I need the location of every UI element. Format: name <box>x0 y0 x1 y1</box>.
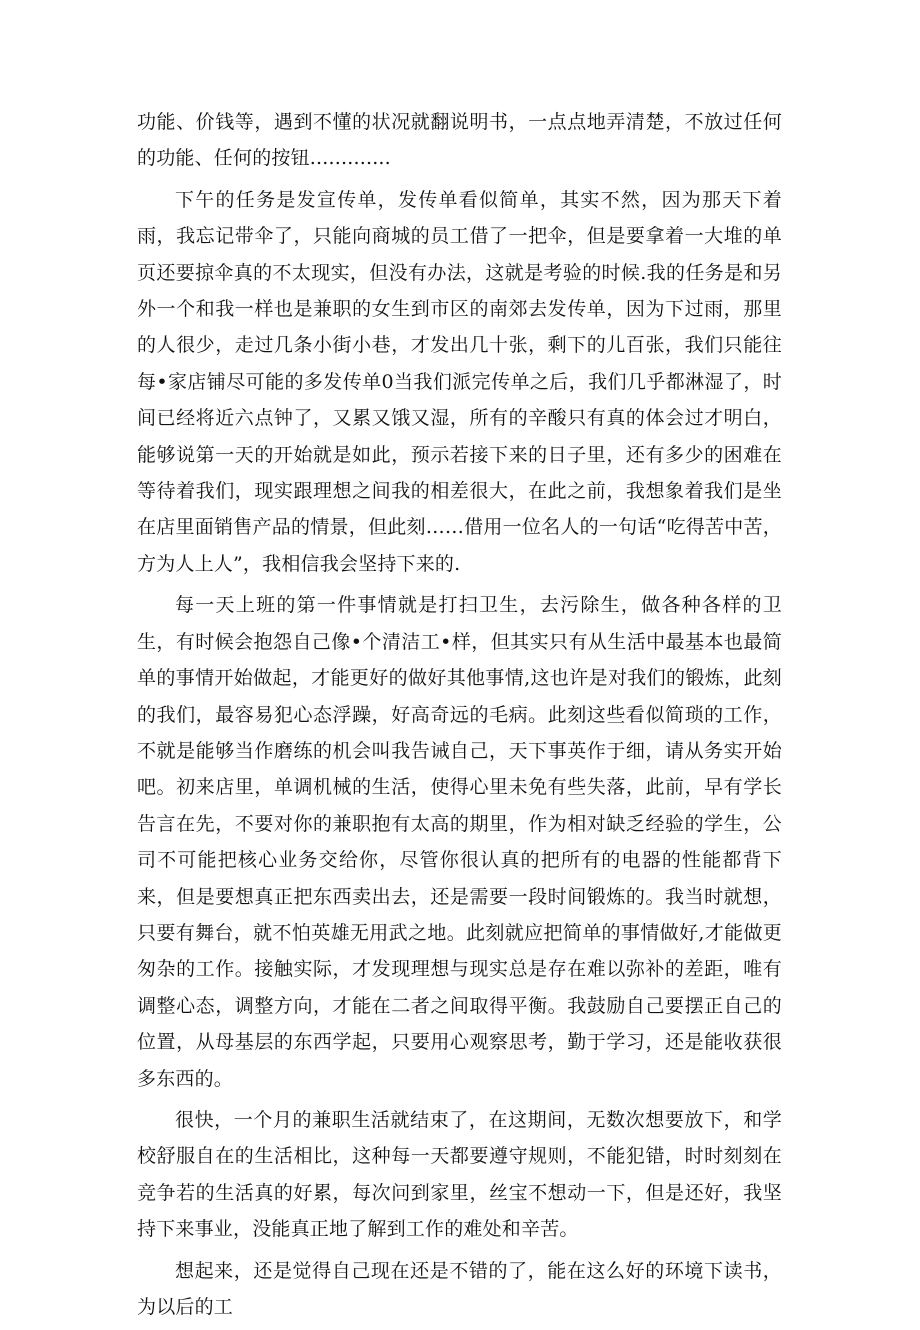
paragraph-2: 下午的任务是发宣传单，发传单看似简单，其实不然，因为那天下着雨，我忘记带伞了，只能向商城的员工借了一把伞，但是要拿着一大堆的单页还要掠伞真的不太现实，但没有办法，这就是考验的时候.我的任务是和另外一个和我一样也是兼职的女生到市区的南郊去发传单，因为下过雨，那里的人很少，走过几条小街小巷，才发出几十张，剩下的儿百张，我们只能往每•家店铺尽可能的多发传单0当我们派完传单之后，我们几乎都淋湿了，时间已经将近六点钟了，又累又饿又湿，所有的辛酸只有真的体会过才明白，能够说第一天的开始就是如此，预示若接下来的日子里，还有多少的困难在等待着我们，现实跟理想之间我的相差很大，在此之前，我想象着我们是坐在店里面销售产品的情景，但此刻……借用一位名人的一句话“吃得苦中苦，方为人上人”，我相信我会坚持下来的. <box>137 188 782 575</box>
paragraph-5: 想起来，还是觉得自己现在还是不错的了，能在这么好的环境下读书，为以后的工 <box>137 1259 782 1318</box>
paragraph-1: 功能、价钱等，遇到不懂的状况就翻说明书，一点点地弄清楚，不放过任何的功能、任何的按钮............. <box>137 111 782 170</box>
paragraph-4: 很快，一个月的兼职生活就结束了，在这期间，无数次想要放下，和学校舒服自在的生活相比，这种每一天都要遵守规则，不能犯错，时时刻刻在竞争若的生活真的好累，每次问到家里，丝宝不想动一下，但是还好，我坚持下来事业，没能真正地了解到工作的难处和辛苦。 <box>137 1108 782 1241</box>
paragraph-3: 每一天上班的第一件事情就是打扫卫生，去污除生，做各种各样的卫生，有时候会抱怨自己像•个清洁工•样，但其实只有从生活中最基本也最简单的事情开始做起，才能更好的做好其他事情,这也许是对我们的锻炼，此刻的我们，最容易犯心态浮躁，好高奇远的毛病。此刻这些看似简琐的工作，不就是能够当作磨练的机会叫我告诫自己，天下事英作于细，请从务实开始吧。初来店里，单调机械的生活，使得心里未免有些失落，此前，早有学长告言在先，不要对你的兼职抱有太高的期里，作为相对缺乏经验的学生，公司不可能把核心业务交给你，尽管你很认真的把所有的电器的性能都背下来，但是要想真正把东西卖出去，还是需要一段时间锻炼的。我当时就想，只要有舞台，就不怕英雄无用武之地。此刻就应把简单的事情做好,才能做更匆杂的工作。接触实际，才发现理想与现实总是存在难以弥补的差距，唯有调整心态，调整方向，才能在二者之间取得平衡。我鼓励自己要摆正自己的位置，从母基层的东西学起，只要用心观察思考，勤于学习，还是能收获很多东西的。 <box>137 594 782 1090</box>
document-body <box>137 104 782 1330</box>
